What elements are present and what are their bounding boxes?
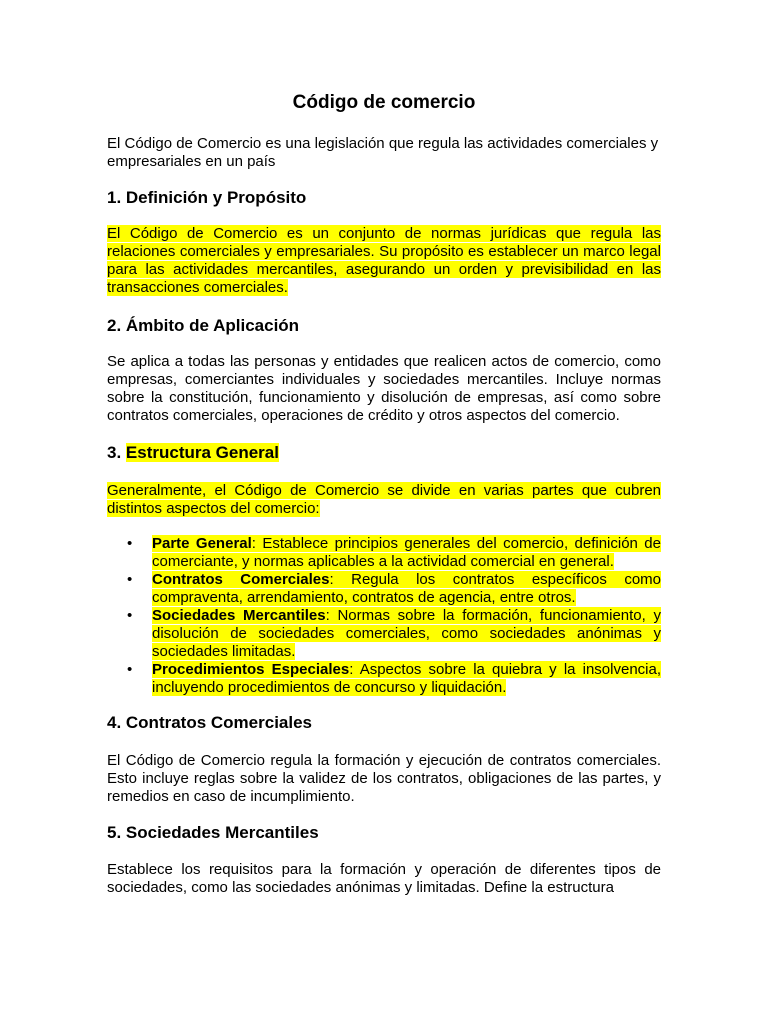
section-4-heading: 4. Contratos Comerciales bbox=[107, 713, 313, 732]
document-title: Código de comercio bbox=[292, 92, 476, 113]
list-item-term: Procedimientos Especiales bbox=[152, 661, 350, 678]
section-3-heading bbox=[107, 442, 279, 464]
section-4-body: El Código de Comercio regula la formación y ejecución de contratos comerciales. Esto incluye reglas sobre la validez de los contratos, obligaciones de las partes, y remedios en caso de incumplimiento. bbox=[107, 752, 661, 805]
list-item-term: Contratos Comerciales bbox=[152, 571, 330, 588]
section-3-title: Estructura General bbox=[125, 443, 279, 462]
section-2-heading: 2. Ámbito de Aplicación bbox=[107, 316, 300, 335]
list-item bbox=[107, 535, 661, 571]
section-1-body-text: El Código de Comercio es un conjunto de normas jurídicas que regula las relaciones comerciales y empresariales. Su propósito es establecer un marco legal para las actividades mercantiles, asegurando un orden y previsibilidad en las transacciones comerciales. bbox=[107, 225, 661, 296]
section-3-body-text: Generalmente, el Código de Comercio se divide en varias partes que cubren distintos aspectos del comercio: bbox=[107, 482, 661, 517]
list-item-text: : Aspectos sobre la quiebra y la insolvencia, incluyendo procedimientos de concurso y liquidación. bbox=[152, 661, 662, 696]
bullet-icon: • bbox=[127, 661, 133, 678]
section-3-body bbox=[107, 482, 661, 518]
list-item bbox=[107, 607, 661, 661]
list-item bbox=[107, 571, 661, 607]
section-5-heading: 5. Sociedades Mercantiles bbox=[107, 823, 319, 842]
bullet-icon: • bbox=[127, 607, 133, 624]
list-item-text: : Normas sobre la formación, funcionamiento, y disolución de sociedades comerciales, como sociedades anónimas y sociedades limitadas. bbox=[152, 607, 661, 660]
list-item-term: Sociedades Mercantiles bbox=[152, 607, 326, 624]
section-1-heading: 1. Definición y Propósito bbox=[107, 188, 307, 207]
bullet-icon: • bbox=[127, 535, 133, 552]
list-item-text: : Regula los contratos específicos como compraventa, arrendamiento, contratos de agencia, entre otros. bbox=[152, 571, 661, 606]
section-2-body: Se aplica a todas las personas y entidades que realicen actos de comercio, como empresas, comerciantes individuales y sociedades mercantiles. Incluye normas sobre la constitución, funcionamiento y disolución de empresas, así como sobre contratos comerciales, operaciones de crédito y otros aspectos del comercio. bbox=[107, 353, 661, 424]
list-item bbox=[107, 661, 661, 697]
section-1-body bbox=[107, 225, 661, 297]
list-item-term: Parte General bbox=[152, 535, 252, 552]
list-item-text: : Establece principios generales del comercio, definición de comerciante, y normas aplicables a la actividad comercial en general. bbox=[152, 535, 661, 570]
structure-list bbox=[107, 535, 661, 697]
intro-paragraph: El Código de Comercio es una legislación que regula las actividades comerciales y empresariales en un país bbox=[107, 135, 659, 170]
bullet-icon: • bbox=[127, 571, 133, 588]
section-5-body: Establece los requisitos para la formación y operación de diferentes tipos de sociedades, como las sociedades anónimas y limitadas. Define la estructura bbox=[107, 861, 661, 896]
section-3-number: 3. bbox=[107, 443, 122, 462]
